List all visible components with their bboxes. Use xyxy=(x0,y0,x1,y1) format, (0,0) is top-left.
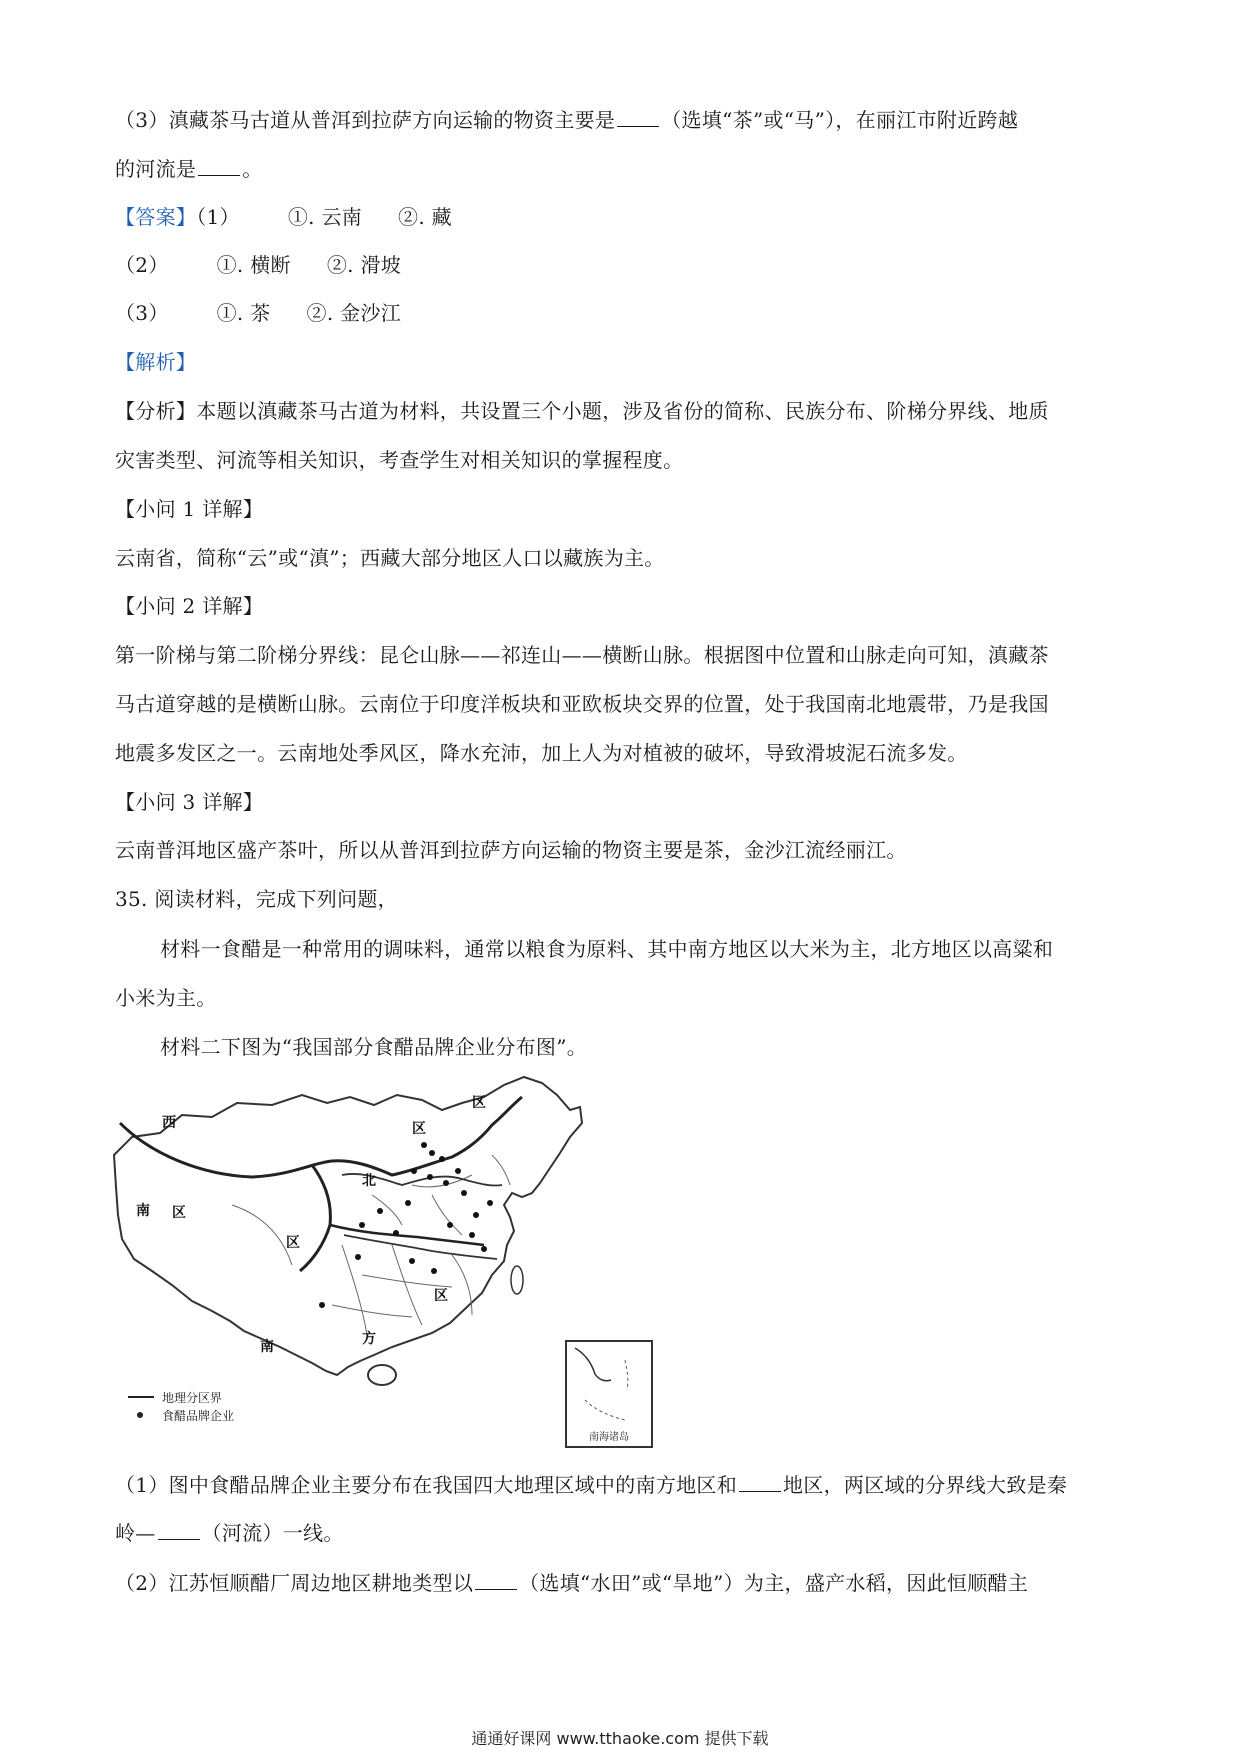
subq3-text: 云南普洱地区盛产茶叶，所以从普洱到拉萨方向运输的物资主要是茶，金沙江流经丽江。 xyxy=(115,838,907,862)
answer-b: ②. 滑坡 xyxy=(326,253,402,277)
sub1-text-2: 地区，两区域的分界线大致是秦 xyxy=(783,1473,1068,1497)
q3-text-3: 的河流是 xyxy=(115,157,197,181)
sub1-text-4: （河流）一线。 xyxy=(201,1521,344,1545)
sub1-text-1: （1）图中食醋品牌企业主要分布在我国四大地理区域中的南方地区和 xyxy=(115,1473,738,1497)
analysis-label: 【解析】 xyxy=(115,350,197,374)
subq2-line-2: 马古道穿越的是横断山脉。云南位于印度洋板块和亚欧板块交界的位置，处于我国南北地震带，乃是我国 xyxy=(115,692,1049,716)
sub2-text-2: （选填“水田”或“旱地”）为主，盛产水稻，因此恒顺醋主 xyxy=(519,1571,1029,1595)
subq1-label: 【小问 1 详解】 xyxy=(115,497,264,521)
subq3-label: 【小问 3 详解】 xyxy=(115,790,264,814)
q3-text-4: 。 xyxy=(242,157,263,181)
analysis-fenxi-1 xyxy=(115,396,1128,426)
answer-blank xyxy=(198,155,240,176)
inset-map xyxy=(565,1340,653,1448)
answer-blank xyxy=(475,1569,517,1590)
answer-row-3 xyxy=(115,298,1128,328)
answer-row-1 xyxy=(115,202,1128,232)
label-nan: 南 xyxy=(260,1339,274,1355)
q3-line-2 xyxy=(115,154,1128,184)
label-qu: 区 xyxy=(412,1121,426,1137)
q3-text-2: （选填“茶”或“马”），在丽江市附近跨越 xyxy=(661,108,1019,132)
subq2-label: 【小问 2 详解】 xyxy=(115,594,264,618)
q35-sub1-line-2 xyxy=(115,1518,1128,1548)
south-sea-inset xyxy=(565,1340,653,1448)
inset-label: 南海诸岛 xyxy=(589,1432,629,1443)
answer-num: （1） xyxy=(196,205,240,229)
answer-a: ①. 茶 xyxy=(216,301,271,325)
label-qu: 区 xyxy=(172,1205,186,1221)
label-fang: 方 xyxy=(362,1331,376,1347)
sub1-text-3: 岭— xyxy=(115,1521,156,1545)
q35-sub2-line-1 xyxy=(115,1568,1128,1598)
material1-line-2: 小米为主。 xyxy=(115,986,217,1010)
country-outline xyxy=(114,1077,582,1375)
label-bei: 北 xyxy=(362,1173,376,1189)
fenxi-text: 本题以滇藏茶马古道为材料，共设置三个小题，涉及省份的简称、民族分布、阶梯分界线、地质 xyxy=(196,399,1049,423)
legend-enterprise-label: 食醋品牌企业 xyxy=(162,1409,235,1423)
legend-dot-symbol xyxy=(137,1412,143,1418)
answer-num: （3） xyxy=(115,301,169,325)
sub2-text-1: （2）江苏恒顺醋厂周边地区耕地类型以 xyxy=(115,1571,474,1595)
answer-label: 【答案】 xyxy=(115,205,197,229)
label-qu: 区 xyxy=(472,1095,486,1111)
answer-b: ②. 藏 xyxy=(398,205,452,229)
taiwan-island xyxy=(511,1266,523,1294)
legend-boundary-label: 地理分区界 xyxy=(162,1391,223,1405)
answer-blank xyxy=(739,1471,781,1492)
q3-text-1: （3）滇藏茶马古道从普洱到拉萨方向运输的物资主要是 xyxy=(115,108,616,132)
subq1-text: 云南省，简称“云”或“滇”；西藏大部分地区人口以藏族为主。 xyxy=(115,546,665,570)
q35-sub1-line-1 xyxy=(115,1470,1128,1500)
label-xi: 西 xyxy=(162,1115,176,1131)
analysis-fenxi-2: 灾害类型、河流等相关知识，考查学生对相关知识的掌握程度。 xyxy=(115,448,684,472)
answer-a: ①. 云南 xyxy=(287,205,363,229)
hainan-island xyxy=(368,1365,396,1385)
label-qu: 区 xyxy=(286,1235,300,1251)
answer-a: ①. 横断 xyxy=(216,253,291,277)
subq2-line-3: 地震多发区之一。云南地处季风区，降水充沛，加上人为对植被的破坏，导致滑坡泥石流多发。 xyxy=(115,741,968,765)
page-footer: 通通好课网 www.tthaoke.com 提供下载 xyxy=(471,1729,769,1748)
answer-row-2 xyxy=(115,250,1128,280)
q35-title: 35. 阅读材料，完成下列问题， xyxy=(115,887,398,911)
answer-blank xyxy=(158,1519,200,1540)
material2: 材料二下图为“我国部分食醋品牌企业分布图”。 xyxy=(160,1035,588,1059)
answer-blank xyxy=(617,106,659,127)
q3-line-1 xyxy=(115,105,1128,135)
answer-b: ②. 金沙江 xyxy=(306,301,402,325)
subq2-line-1: 第一阶梯与第二阶梯分界线：昆仑山脉——祁连山——横断山脉。根据图中位置和山脉走向可知，滇藏茶 xyxy=(115,643,1049,667)
fenxi-label: 【分析】 xyxy=(115,399,197,423)
label-qu: 区 xyxy=(434,1288,448,1304)
material1-line-1: 材料一食醋是一种常用的调味料，通常以粮食为原料、其中南方地区以大米为主，北方地区以高粱和 xyxy=(160,937,1054,961)
label-nan: 南 xyxy=(136,1203,150,1219)
answer-num: （2） xyxy=(115,253,169,277)
